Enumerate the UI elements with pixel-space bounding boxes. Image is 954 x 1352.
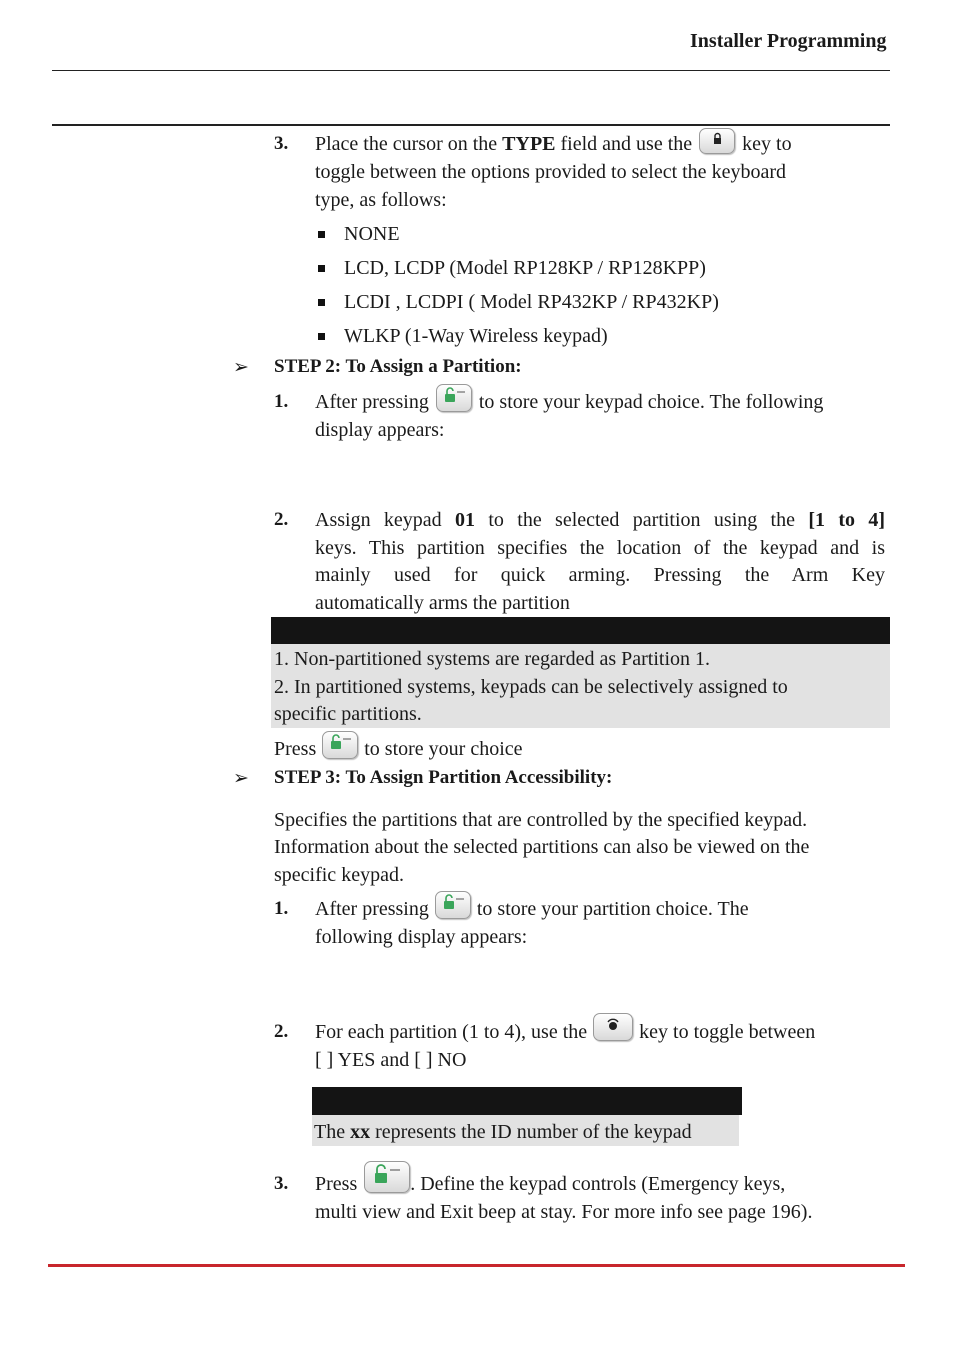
header-divider [52, 70, 890, 71]
paragraph-line: After pressing to store your partition choice. The [315, 895, 749, 923]
bullet-icon [318, 231, 325, 238]
enter-key-icon [435, 891, 471, 919]
paragraph-line: keys. This partition specifies the location of the keypad and is [315, 537, 885, 559]
list-number: 2. [274, 1021, 289, 1042]
bullet-icon [318, 299, 325, 306]
paragraph-line: Information about the selected partitions can also be viewed on the [274, 836, 810, 858]
toggle-key-icon [593, 1013, 633, 1041]
note-line: 2. In partitioned systems, keypads can be selectively assigned to [274, 676, 788, 698]
paragraph-line: Assign keypad 01 to the selected partition using the [1 to 4] [315, 509, 886, 531]
note-line: specific partitions. [274, 703, 422, 725]
paragraph-line: [ ] YES and [ ] NO [315, 1049, 467, 1071]
paragraph-line: For each partition (1 to 4), use the key to toggle between [315, 1018, 815, 1046]
list-item: WLKP (1-Way Wireless keypad) [344, 325, 608, 347]
enter-key-icon [436, 384, 472, 412]
list-item: LCDI , LCDPI ( Model RP432KP / RP432KP) [344, 291, 719, 313]
note-line: 1. Non-partitioned systems are regarded as Partition 1. [274, 648, 710, 670]
paragraph-line: multi view and Exit beep at stay. For more info see page 196). [315, 1201, 813, 1223]
footer-divider [48, 1264, 905, 1267]
paragraph-line: display appears: [315, 419, 445, 441]
bullet-icon [318, 265, 325, 272]
paragraph-line: toggle between the options provided to select the keyboard [315, 161, 786, 183]
enter-key-icon [322, 731, 358, 759]
page-header-title: Installer Programming [690, 30, 887, 52]
lock-key-icon [699, 128, 735, 154]
note-header-bar [312, 1087, 742, 1115]
list-item: LCD, LCDP (Model RP128KP / RP128KPP) [344, 257, 706, 279]
paragraph-line: Place the cursor on the TYPE field and use the key to [315, 130, 792, 158]
paragraph-line: Press . Define the keypad controls (Emergency keys, [315, 1170, 785, 1198]
paragraph-line: automatically arms the partition [315, 592, 570, 614]
section-divider [52, 124, 890, 126]
list-number: 3. [274, 1173, 289, 1194]
step-heading: STEP 2: To Assign a Partition: [274, 356, 522, 377]
note-line: The xx represents the ID number of the keypad [314, 1121, 692, 1143]
paragraph-line: specific keypad. [274, 864, 404, 886]
arrow-bullet-icon: ➢ [233, 767, 249, 789]
list-item: NONE [344, 223, 400, 245]
paragraph-line: Press to store your choice [274, 735, 523, 763]
step-heading: STEP 3: To Assign Partition Accessibility: [274, 767, 613, 788]
list-number: 2. [274, 509, 289, 530]
paragraph-line: mainly used for quick arming. Pressing the Arm Key [315, 564, 885, 586]
list-number: 1. [274, 391, 289, 412]
arrow-bullet-icon: ➢ [233, 356, 249, 378]
list-number: 1. [274, 898, 289, 919]
paragraph-line: Specifies the partitions that are controlled by the specified keypad. [274, 809, 808, 831]
paragraph-line: following display appears: [315, 926, 528, 948]
list-number: 3. [274, 133, 289, 154]
paragraph-line: After pressing to store your keypad choice. The following [315, 388, 823, 416]
enter-key-icon [364, 1161, 410, 1193]
bullet-icon [318, 333, 325, 340]
paragraph-line: type, as follows: [315, 189, 447, 211]
note-header-bar [271, 617, 890, 644]
